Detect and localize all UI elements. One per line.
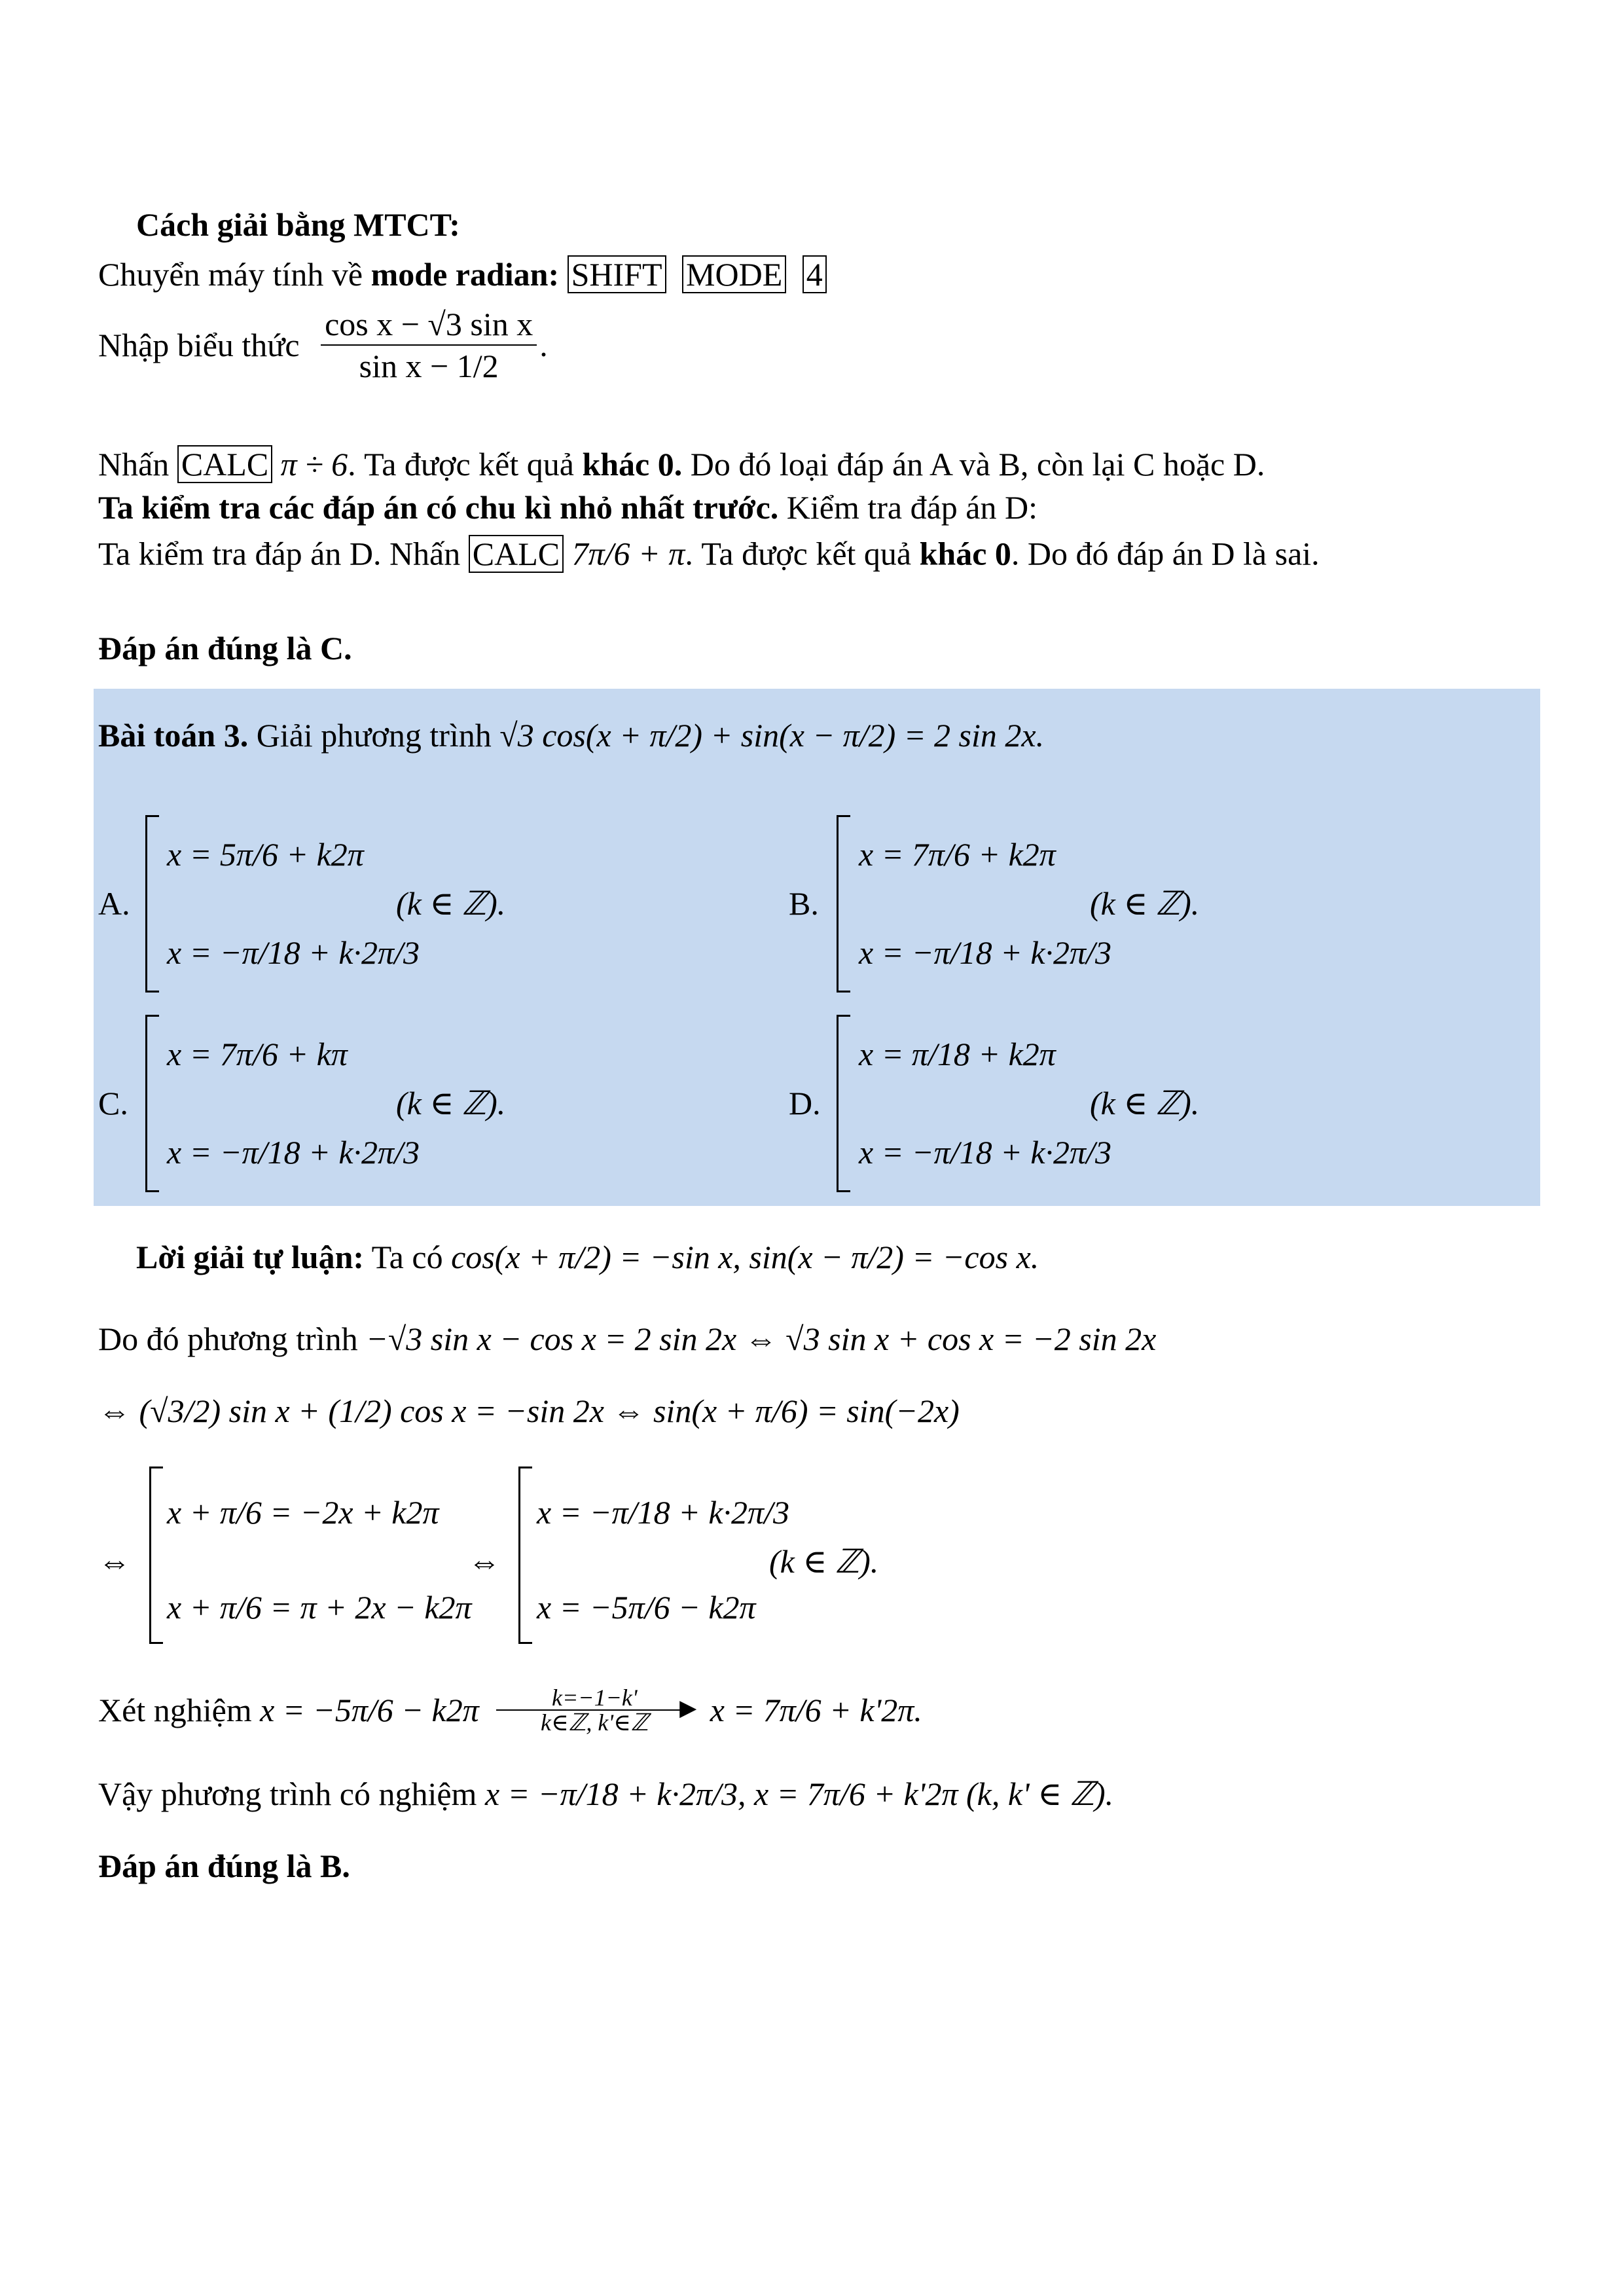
mtct-answer: Đáp án đúng là C. xyxy=(98,630,352,666)
system-equiv-1: ⇔ xyxy=(98,1543,131,1580)
check-d-instruction xyxy=(98,534,1320,573)
consider-line xyxy=(98,1686,922,1734)
option-c-bracket xyxy=(145,1015,159,1192)
arrow-line: ▶ xyxy=(496,1709,693,1711)
option-b-line2: x = −π/18 + k·2π/3 xyxy=(859,934,1111,971)
option-c-label: C. xyxy=(98,1085,128,1121)
check-bold: Ta kiểm tra các đáp án có chu kì nhỏ nhất trước. xyxy=(98,489,779,526)
option-a-label: A. xyxy=(98,885,130,922)
calc-instruction xyxy=(98,445,1265,483)
option-a-line1: x = 5π/6 + k2π xyxy=(167,836,364,873)
solution-intro: Ta có xyxy=(364,1239,452,1275)
mode-bold: mode radian: xyxy=(370,256,560,293)
system2-bracket xyxy=(518,1467,532,1644)
consider-eq2: x = 7π/6 + k'2π. xyxy=(710,1692,922,1728)
enter-expression: Nhập biểu thức $\frac{\text{cos x − √3 sin x}}{\text{sin x − 1/2}}$ . xyxy=(98,306,548,384)
arrow-top-label: k=−1−k' xyxy=(552,1685,638,1711)
option-a-line2: x = −π/18 + k·2π/3 xyxy=(167,934,420,971)
mtct-heading: Cách giải bằng MTCT: xyxy=(136,206,460,243)
check-d-input: 7π/6 + π xyxy=(571,535,685,572)
solution-heading: Lời giải tự luận: xyxy=(136,1239,365,1275)
option-a-bracket xyxy=(145,815,159,993)
solution-answer: Đáp án đúng là B. xyxy=(98,1848,350,1884)
check-rest: Kiểm tra đáp án D: xyxy=(778,489,1038,526)
system1-eq-b: x + π/6 = π + 2x − k2π xyxy=(167,1589,472,1626)
option-c-line1: x = 7π/6 + kπ xyxy=(167,1036,348,1072)
option-d-bracket xyxy=(837,1015,850,1192)
option-d-cond: (k ∈ ℤ). xyxy=(1090,1085,1200,1121)
mode-key: MODE xyxy=(682,255,786,293)
calc-text1: . Ta được kết quả xyxy=(348,446,583,483)
calc-key: CALC xyxy=(177,445,272,483)
solution-line1-eq: −√3 sin x − cos x = 2 sin 2x ⇔ √3 sin x + cos x = −2 sin 2x xyxy=(366,1321,1157,1357)
check-d-calc-key: CALC xyxy=(469,535,564,573)
solution-line1-text: Do đó phương trình xyxy=(98,1321,367,1357)
check-d-text2: . Do đó đáp án D là sai. xyxy=(1011,535,1320,572)
solution-heading-line xyxy=(136,1241,1039,1273)
system1-eq-a: x + π/6 = −2x + k2π xyxy=(167,1494,439,1531)
check-d-prefix: Ta kiểm tra đáp án D. Nhấn xyxy=(98,535,461,572)
four-key: 4 xyxy=(803,255,827,293)
check-d-text1: . Ta được kết quả xyxy=(685,535,920,572)
consider-arrow xyxy=(496,1685,697,1736)
system-cond: (k ∈ ℤ). xyxy=(769,1543,879,1580)
expression-fraction xyxy=(321,308,537,382)
problem-label: Bài toán 3. xyxy=(98,717,249,754)
option-c-line2: x = −π/18 + k·2π/3 xyxy=(167,1134,420,1171)
option-d-label: D. xyxy=(789,1085,821,1121)
expression-denominator: sin x − 1/2 xyxy=(359,348,499,384)
problem-equation: √3 cos(x + π/2) + sin(x − π/2) = 2 sin 2x. xyxy=(499,717,1045,754)
option-d-line2: x = −π/18 + k·2π/3 xyxy=(859,1134,1111,1171)
mode-instruction xyxy=(98,255,827,293)
option-b-cond: (k ∈ ℤ). xyxy=(1090,885,1200,922)
option-c-cond: (k ∈ ℤ). xyxy=(396,1085,506,1121)
problem-text: Giải phương trình xyxy=(248,717,500,754)
check-instruction xyxy=(98,491,1038,524)
calc-text2: Do đó loại đáp án A và B, còn lại C hoặc D. xyxy=(682,446,1265,483)
option-b-bracket xyxy=(837,815,850,993)
option-d-line1: x = π/18 + k2π xyxy=(859,1036,1056,1072)
option-b-line1: x = 7π/6 + k2π xyxy=(859,836,1056,873)
shift-key: SHIFT xyxy=(568,255,666,293)
option-a-cond: (k ∈ ℤ). xyxy=(396,885,506,922)
expression-numerator: cos x − √3 sin x xyxy=(321,308,537,346)
calc-prefix: Nhấn xyxy=(98,446,170,483)
conclude-line xyxy=(98,1777,1113,1810)
solution-line2: ⇔ (√3/2) sin x + (1/2) cos x = −sin 2x ⇔ sin(x + π/6) = sin(−2x) xyxy=(98,1393,960,1429)
calc-bold: khác 0. xyxy=(582,446,683,483)
conclude-text: Vậy phương trình có nghiệm xyxy=(98,1776,485,1812)
check-d-bold: khác 0 xyxy=(919,535,1011,572)
system1-bracket xyxy=(149,1467,163,1644)
system2-eq-b: x = −5π/6 − k2π xyxy=(537,1589,756,1626)
system2-eq-a: x = −π/18 + k·2π/3 xyxy=(537,1494,789,1531)
consider-text: Xét nghiệm xyxy=(98,1692,261,1728)
option-b-label: B. xyxy=(789,885,819,922)
consider-eq1: x = −5π/6 − k2π xyxy=(260,1692,479,1728)
enter-label: Nhập biểu thức xyxy=(98,327,300,363)
mode-text: Chuyển máy tính về xyxy=(98,256,371,293)
problem-title xyxy=(98,719,1044,752)
system-equiv-2: ⇔ xyxy=(468,1543,501,1580)
calc-input: π ÷ 6 xyxy=(280,446,348,483)
arrow-bottom-label: k∈ℤ, k'∈ℤ xyxy=(540,1709,649,1736)
solution-line1 xyxy=(98,1322,1156,1355)
solution-eq0: cos(x + π/2) = −sin x, sin(x − π/2) = −cos x. xyxy=(451,1239,1039,1275)
conclude-eq: x = −π/18 + k·2π/3, x = 7π/6 + k'2π (k, k' ∈ ℤ). xyxy=(484,1776,1114,1812)
